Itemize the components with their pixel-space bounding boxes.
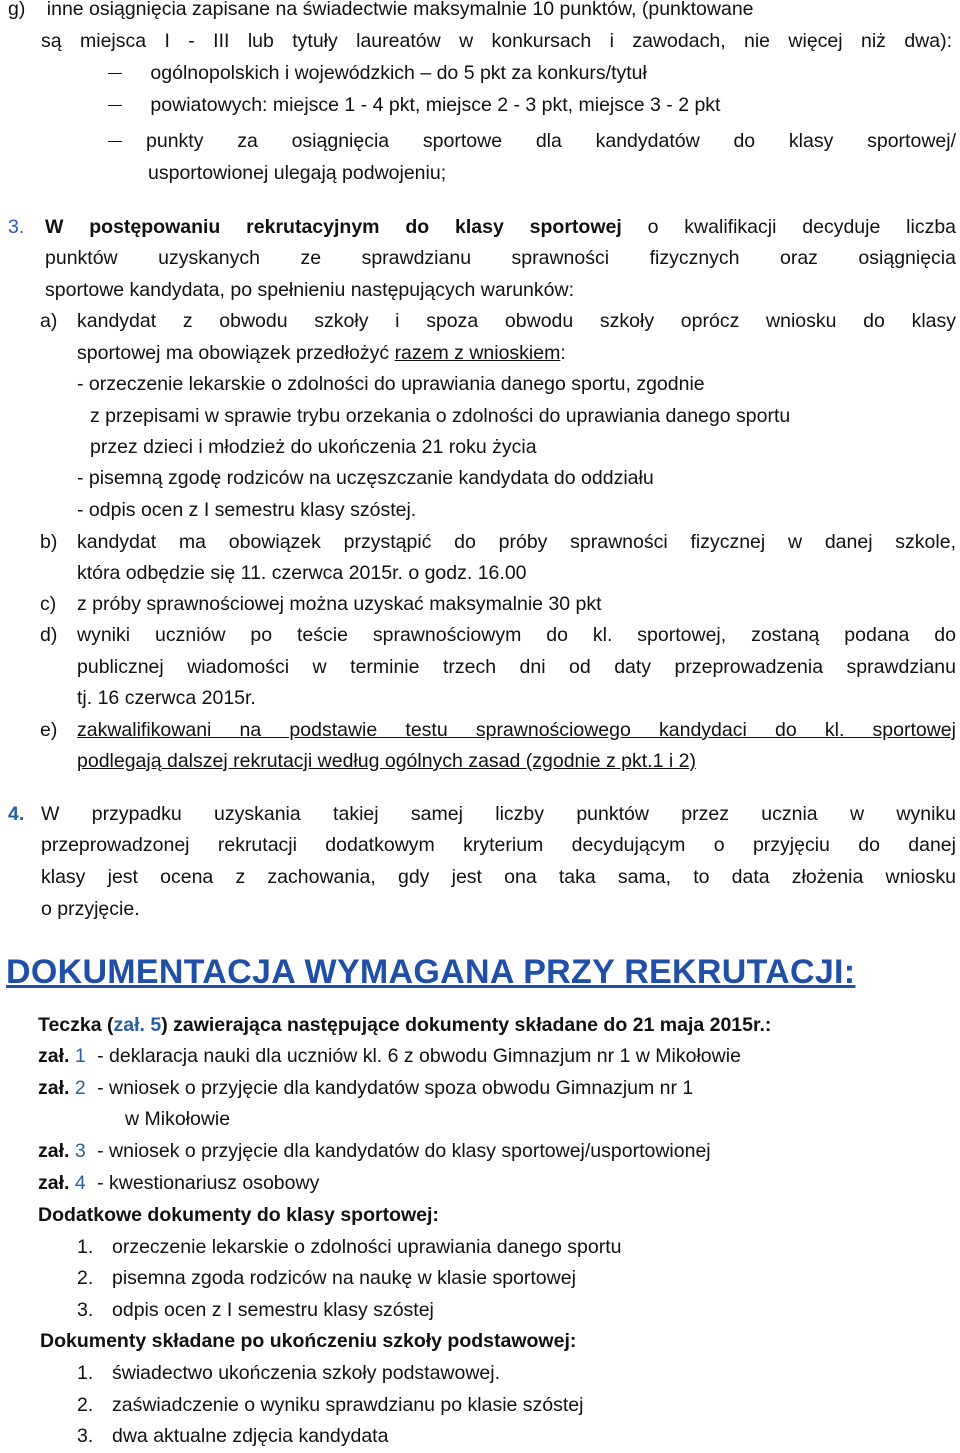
list-item: 1. świadectwo ukończenia szkoły podstawowej. (77, 1362, 501, 1384)
item-a-sub3: - odpis ocen z I semestru klasy szóstej. (77, 499, 417, 521)
attachment-row: zał. 2 - wniosek o przyjęcie dla kandydatów spoza obwodu Gimnazjum nr 1 (38, 1077, 694, 1099)
section-4-line2: przeprowadzonej rekrutacji dodatkowym kryterium decydującym o przyjęciu do danej (41, 834, 956, 856)
attachment-continuation: w Mikołowie (125, 1108, 231, 1130)
item-a-sub1-line3: przez dzieci i młodzież do ukończenia 21 roku życia (90, 436, 537, 458)
attachment-row: zał. 1 - deklaracja nauki dla uczniów kl. 6 z obwodu Gimnazjum nr 1 w Mikołowie (38, 1045, 741, 1067)
item-c-line1: c) z próby sprawnościowej można uzyskać maksymalnie 30 pkt (40, 593, 602, 615)
underlined-phrase: razem z wnioskiem (394, 342, 561, 364)
item-a-sub1-line2: z przepisami w sprawie trybu orzekania o zdolności do uprawiania danego sportu (90, 405, 791, 427)
section-number: 4. (8, 803, 25, 825)
section-4-line1: 4. W przypadku uzyskania takiej samej liczby punktów przez ucznia w wyniku (8, 803, 956, 825)
item-e-line1: e) zakwalifikowani na podstawie testu sprawnościowego kandydaci do kl. sportowej (40, 719, 956, 741)
section-4-line4: o przyjęcie. (41, 898, 140, 920)
item-d-line1: d) wyniki uczniów po teście sprawnościowym do kl. sportowej, zostaną podana do (40, 624, 956, 646)
section-g-line2: są miejsca I - III lub tytuły laureatów w konkursach i zawodach, nie więcej niż dwa): (41, 30, 952, 52)
item-a-line2: sportowej ma obowiązek przedłożyć razem z wnioskiem: (77, 342, 566, 364)
list-item: 3. odpis ocen z I semestru klasy szóstej (77, 1299, 434, 1321)
section-g-line1: g) inne osiągnięcia zapisane na świadectwie maksymalnie 10 punktów, (punktowane (8, 0, 754, 20)
bullet-continuation: usportowionej ulegają podwojeniu; (148, 162, 447, 184)
item-b-line1: b) kandydat ma obowiązek przystąpić do próby sprawności fizycznej w danej szkole, (40, 531, 956, 553)
attachment-row: zał. 4 - kwestionariusz osobowy (38, 1172, 320, 1194)
item-d-line2: publicznej wiadomości w terminie trzech dni od daty przeprowadzenia sprawdzianu (77, 656, 956, 678)
section-3-line1: 3. W postępowaniu rekrutacyjnym do klasy sportowej o kwalifikacji decyduje liczba (8, 216, 957, 238)
teczka-line: Teczka (zał. 5) zawierająca następujące dokumenty składane do 21 maja 2015r.: (38, 1014, 772, 1036)
section-3-line3: sportowe kandydata, po spełnieniu następujących warunków: (45, 279, 574, 301)
item-a-sub1-line1: - orzeczenie lekarskie o zdolności do uprawiania danego sportu, zgodnie (77, 373, 705, 395)
bullet-item: punkty za osiągnięcia sportowe dla kandydatów do klasy sportowej/ (108, 126, 956, 158)
item-a-sub2: - pisemną zgodę rodziców na uczęszczanie kandydata do oddziału (77, 467, 654, 489)
extra-docs-title: Dodatkowe dokumenty do klasy sportowej: (38, 1204, 439, 1226)
section-3-line2: punktów uzyskanych ze sprawdzianu sprawności fizycznych oraz osiągnięcia (45, 247, 956, 269)
section-4-line3: klasy jest ocena z zachowania, gdy jest ona taka sama, to data złożenia wniosku (41, 866, 956, 888)
dash-bullet-icon (108, 105, 122, 106)
list-item: 3. dwa aktualne zdjęcia kandydata (77, 1425, 389, 1447)
item-d-line3: tj. 16 czerwca 2015r. (77, 687, 256, 709)
list-item: 2. zaświadczenie o wyniku sprawdzianu po klasie szóstej (77, 1394, 584, 1416)
dash-bullet-icon (108, 141, 122, 142)
list-item: 1. orzeczenie lekarskie o zdolności uprawiania danego sportu (77, 1236, 622, 1258)
bullet-item: ogólnopolskich i wojewódzkich – do 5 pkt za konkurs/tytuł (108, 58, 956, 90)
section-heading: DOKUMENTACJA WYMAGANA PRZY REKRUTACJI: (6, 953, 856, 991)
section-number: 3. (8, 216, 25, 238)
item-e-line2: podlegają dalszej rekrutacji według ogólnych zasad (zgodnie z pkt.1 i 2) (77, 750, 696, 772)
dash-bullet-icon (108, 73, 122, 74)
item-a-line1: a) kandydat z obwodu szkoły i spoza obwodu szkoły oprócz wniosku do klasy (40, 310, 956, 332)
item-b-line2: która odbędzie się 11. czerwca 2015r. o godz. 16.00 (77, 562, 527, 584)
after-docs-title: Dokumenty składane po ukończeniu szkoły podstawowej: (40, 1330, 577, 1352)
list-item: 2. pisemna zgoda rodziców na naukę w klasie sportowej (77, 1267, 576, 1289)
section-3-bold-intro: W postępowaniu rekrutacyjnym do klasy sportowej (45, 216, 622, 238)
bullet-item: powiatowych: miejsce 1 - 4 pkt, miejsce 2 - 3 pkt, miejsce 3 - 2 pkt (108, 90, 956, 122)
attachment-row: zał. 3 - wniosek o przyjęcie dla kandydatów do klasy sportowej/usportowionej (38, 1140, 711, 1162)
